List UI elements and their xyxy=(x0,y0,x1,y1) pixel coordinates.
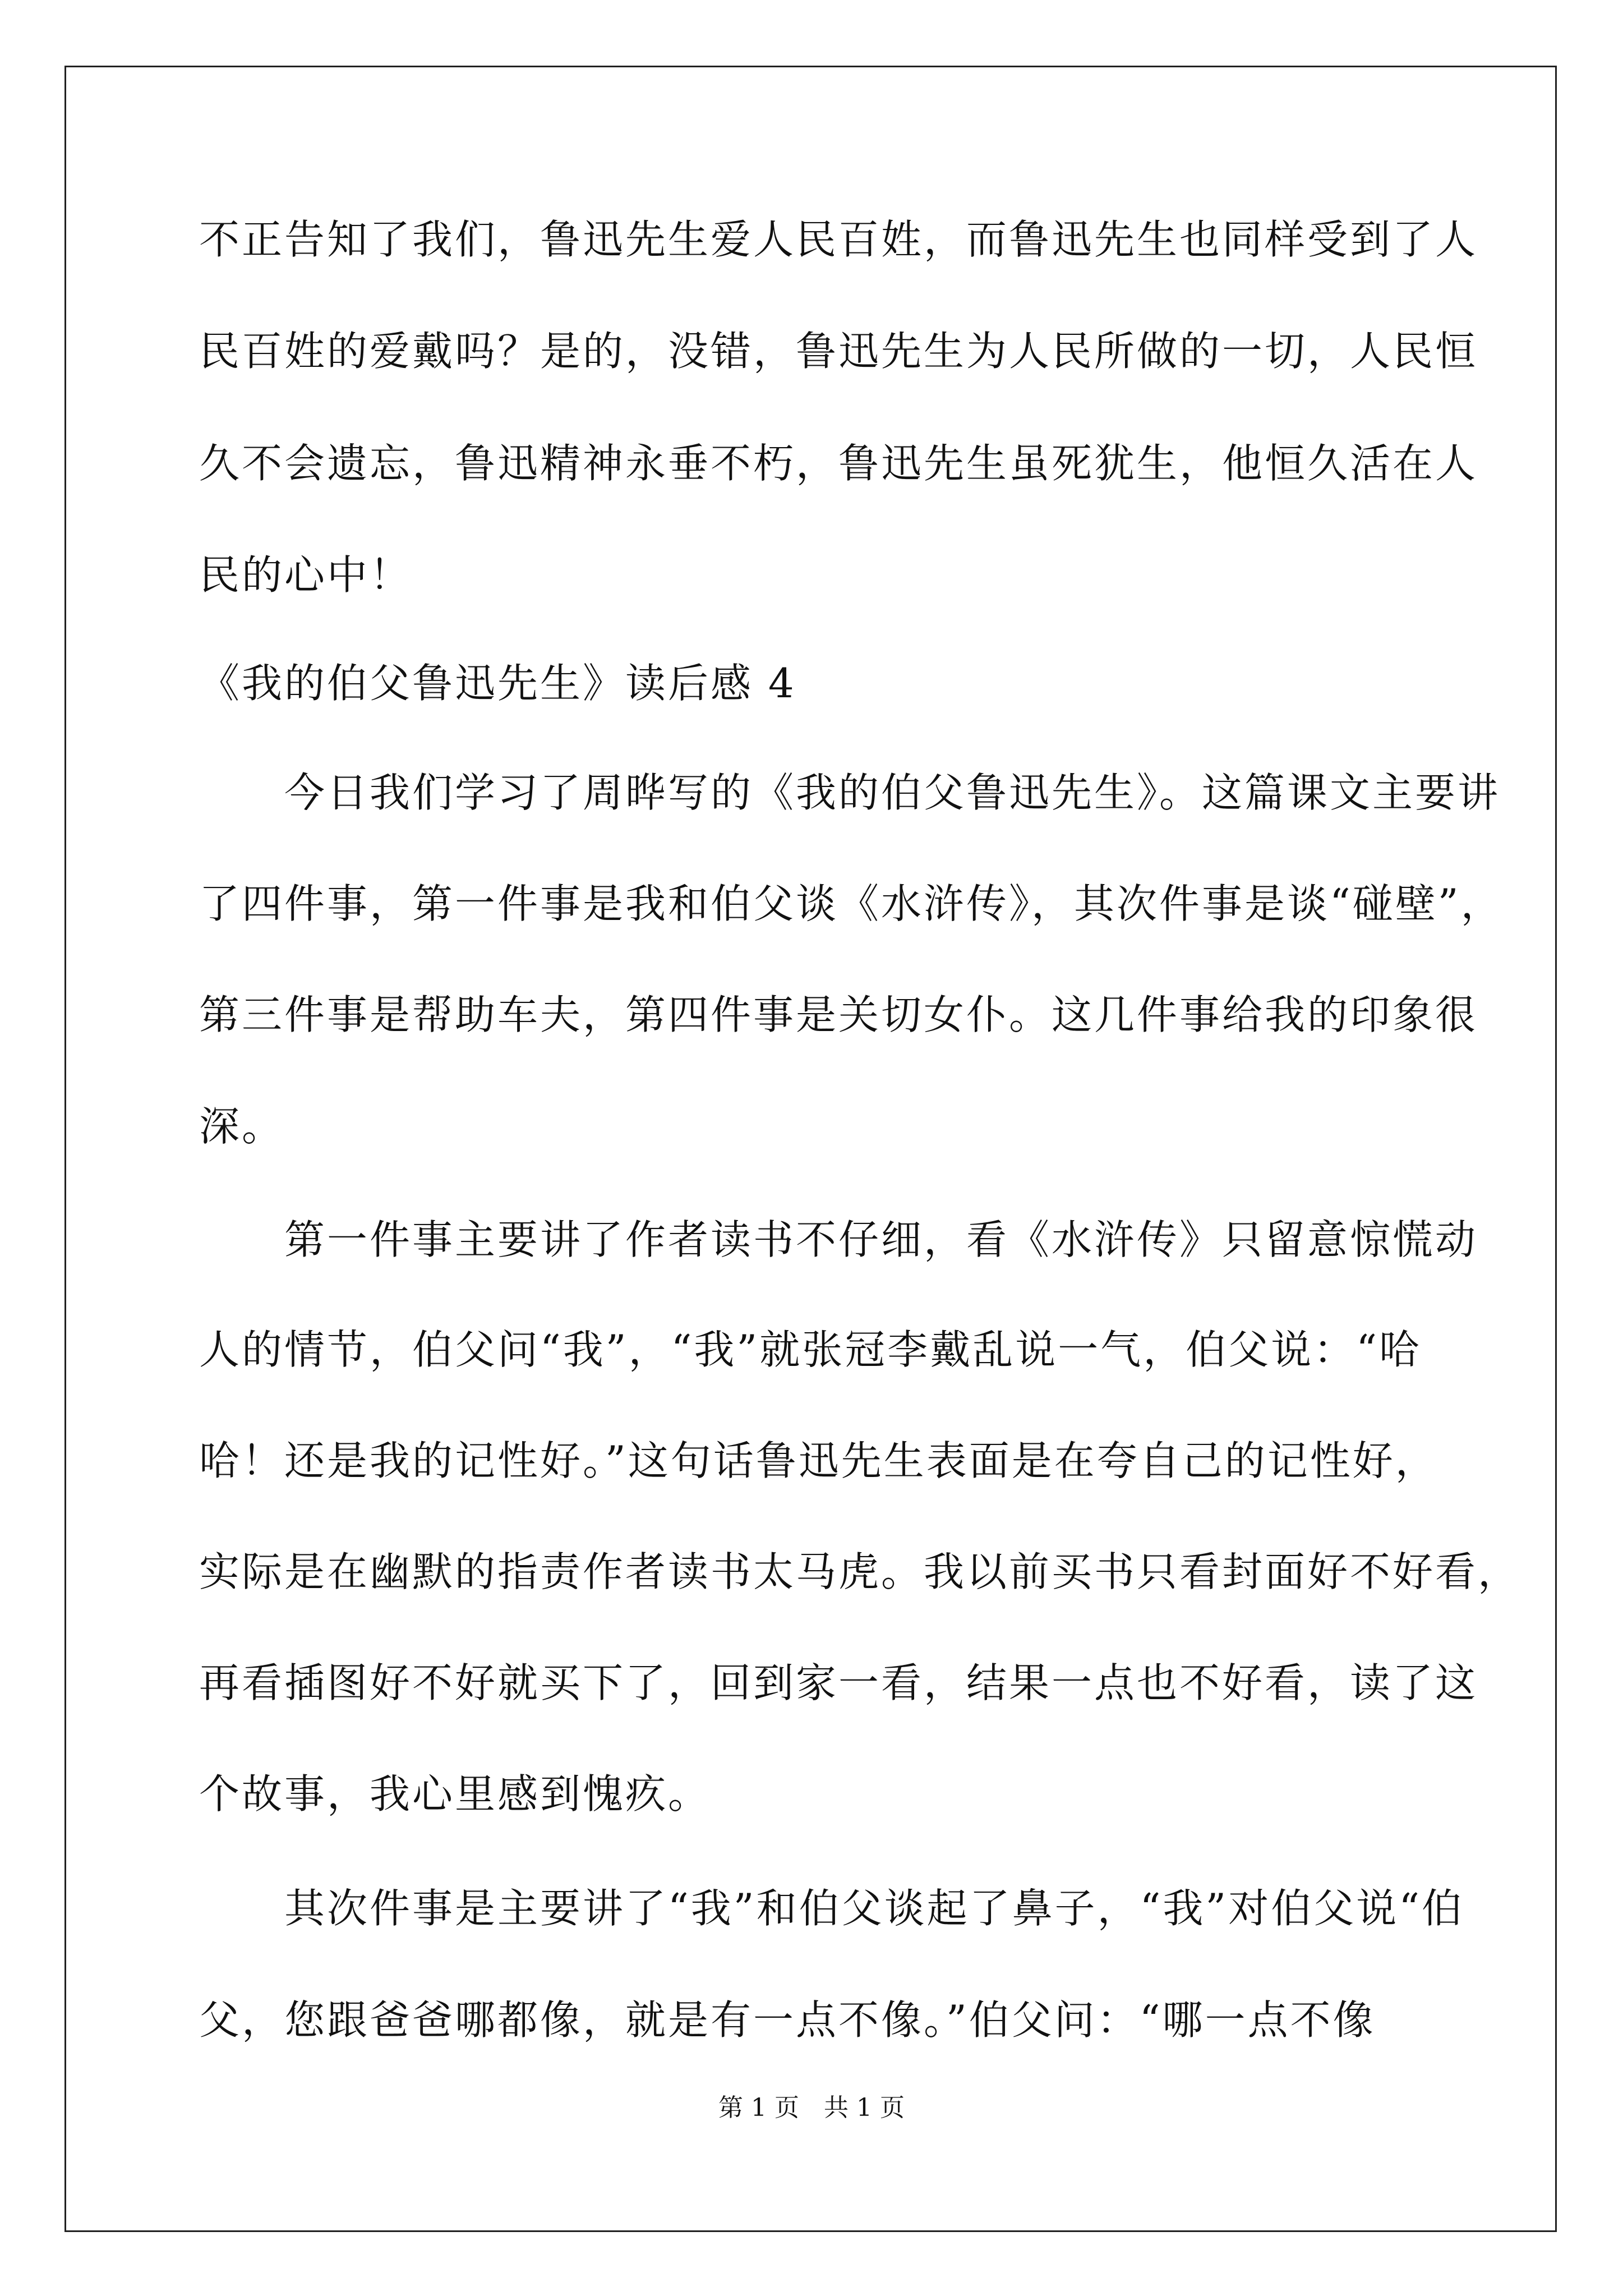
text-line: 深。 xyxy=(199,1103,285,1150)
text-line: 久不会遗忘，鲁迅精神永垂不朽，鲁迅先生虽死犹生，他恒久活在人 xyxy=(199,440,1478,487)
section-heading: 《我的伯父鲁迅先生》读后感 4 xyxy=(199,660,796,707)
text-line: 再看插图好不好就买下了，回到家一看，结果一点也不好看，读了这 xyxy=(199,1659,1478,1706)
text-line: 实际是在幽默的指责作者读书太马虎。我以前买书只看封面好不好看， xyxy=(199,1548,1521,1595)
text-line: 哈！还是我的记性好。”这句话鲁迅先生表面是在夸自己的记性好， xyxy=(199,1437,1438,1484)
text-line: 人的情节，伯父问“我”，“我”就张冠李戴乱说一气，伯父说：“哈 xyxy=(199,1326,1422,1373)
text-line: 个故事，我心里感到愧疚。 xyxy=(199,1770,711,1818)
text-line: 不正告知了我们，鲁迅先生爱人民百姓，而鲁迅先生也同样受到了人 xyxy=(199,216,1478,263)
page-number-footer: 第 1 页 共 1 页 xyxy=(718,2093,905,2122)
text-line: 民的心中！ xyxy=(199,551,413,599)
text-line: 其次件事是主要讲了“我”和伯父谈起了鼻子，“我”对伯父说“伯 xyxy=(199,1885,1465,1932)
text-line: 民百姓的爱戴吗？是的，没错，鲁迅先生为人民所做的一切，人民恒 xyxy=(199,328,1478,375)
text-line: 今日我们学习了周晔写的《我的伯父鲁迅先生》。这篇课文主要讲 xyxy=(199,769,1501,816)
text-line: 父，您跟爸爸哪都像，就是有一点不像。”伯父问：“哪一点不像 xyxy=(199,1996,1376,2044)
text-line: 第一件事主要讲了作者读书不仔细，看《水浒传》只留意惊慌动 xyxy=(199,1216,1478,1263)
text-line: 第三件事是帮助车夫，第四件事是关切女仆。这几件事给我的印象很 xyxy=(199,991,1478,1038)
text-line: 了四件事，第一件事是我和伯父谈《水浒传》，其次件事是谈“碰壁”， xyxy=(199,880,1504,927)
